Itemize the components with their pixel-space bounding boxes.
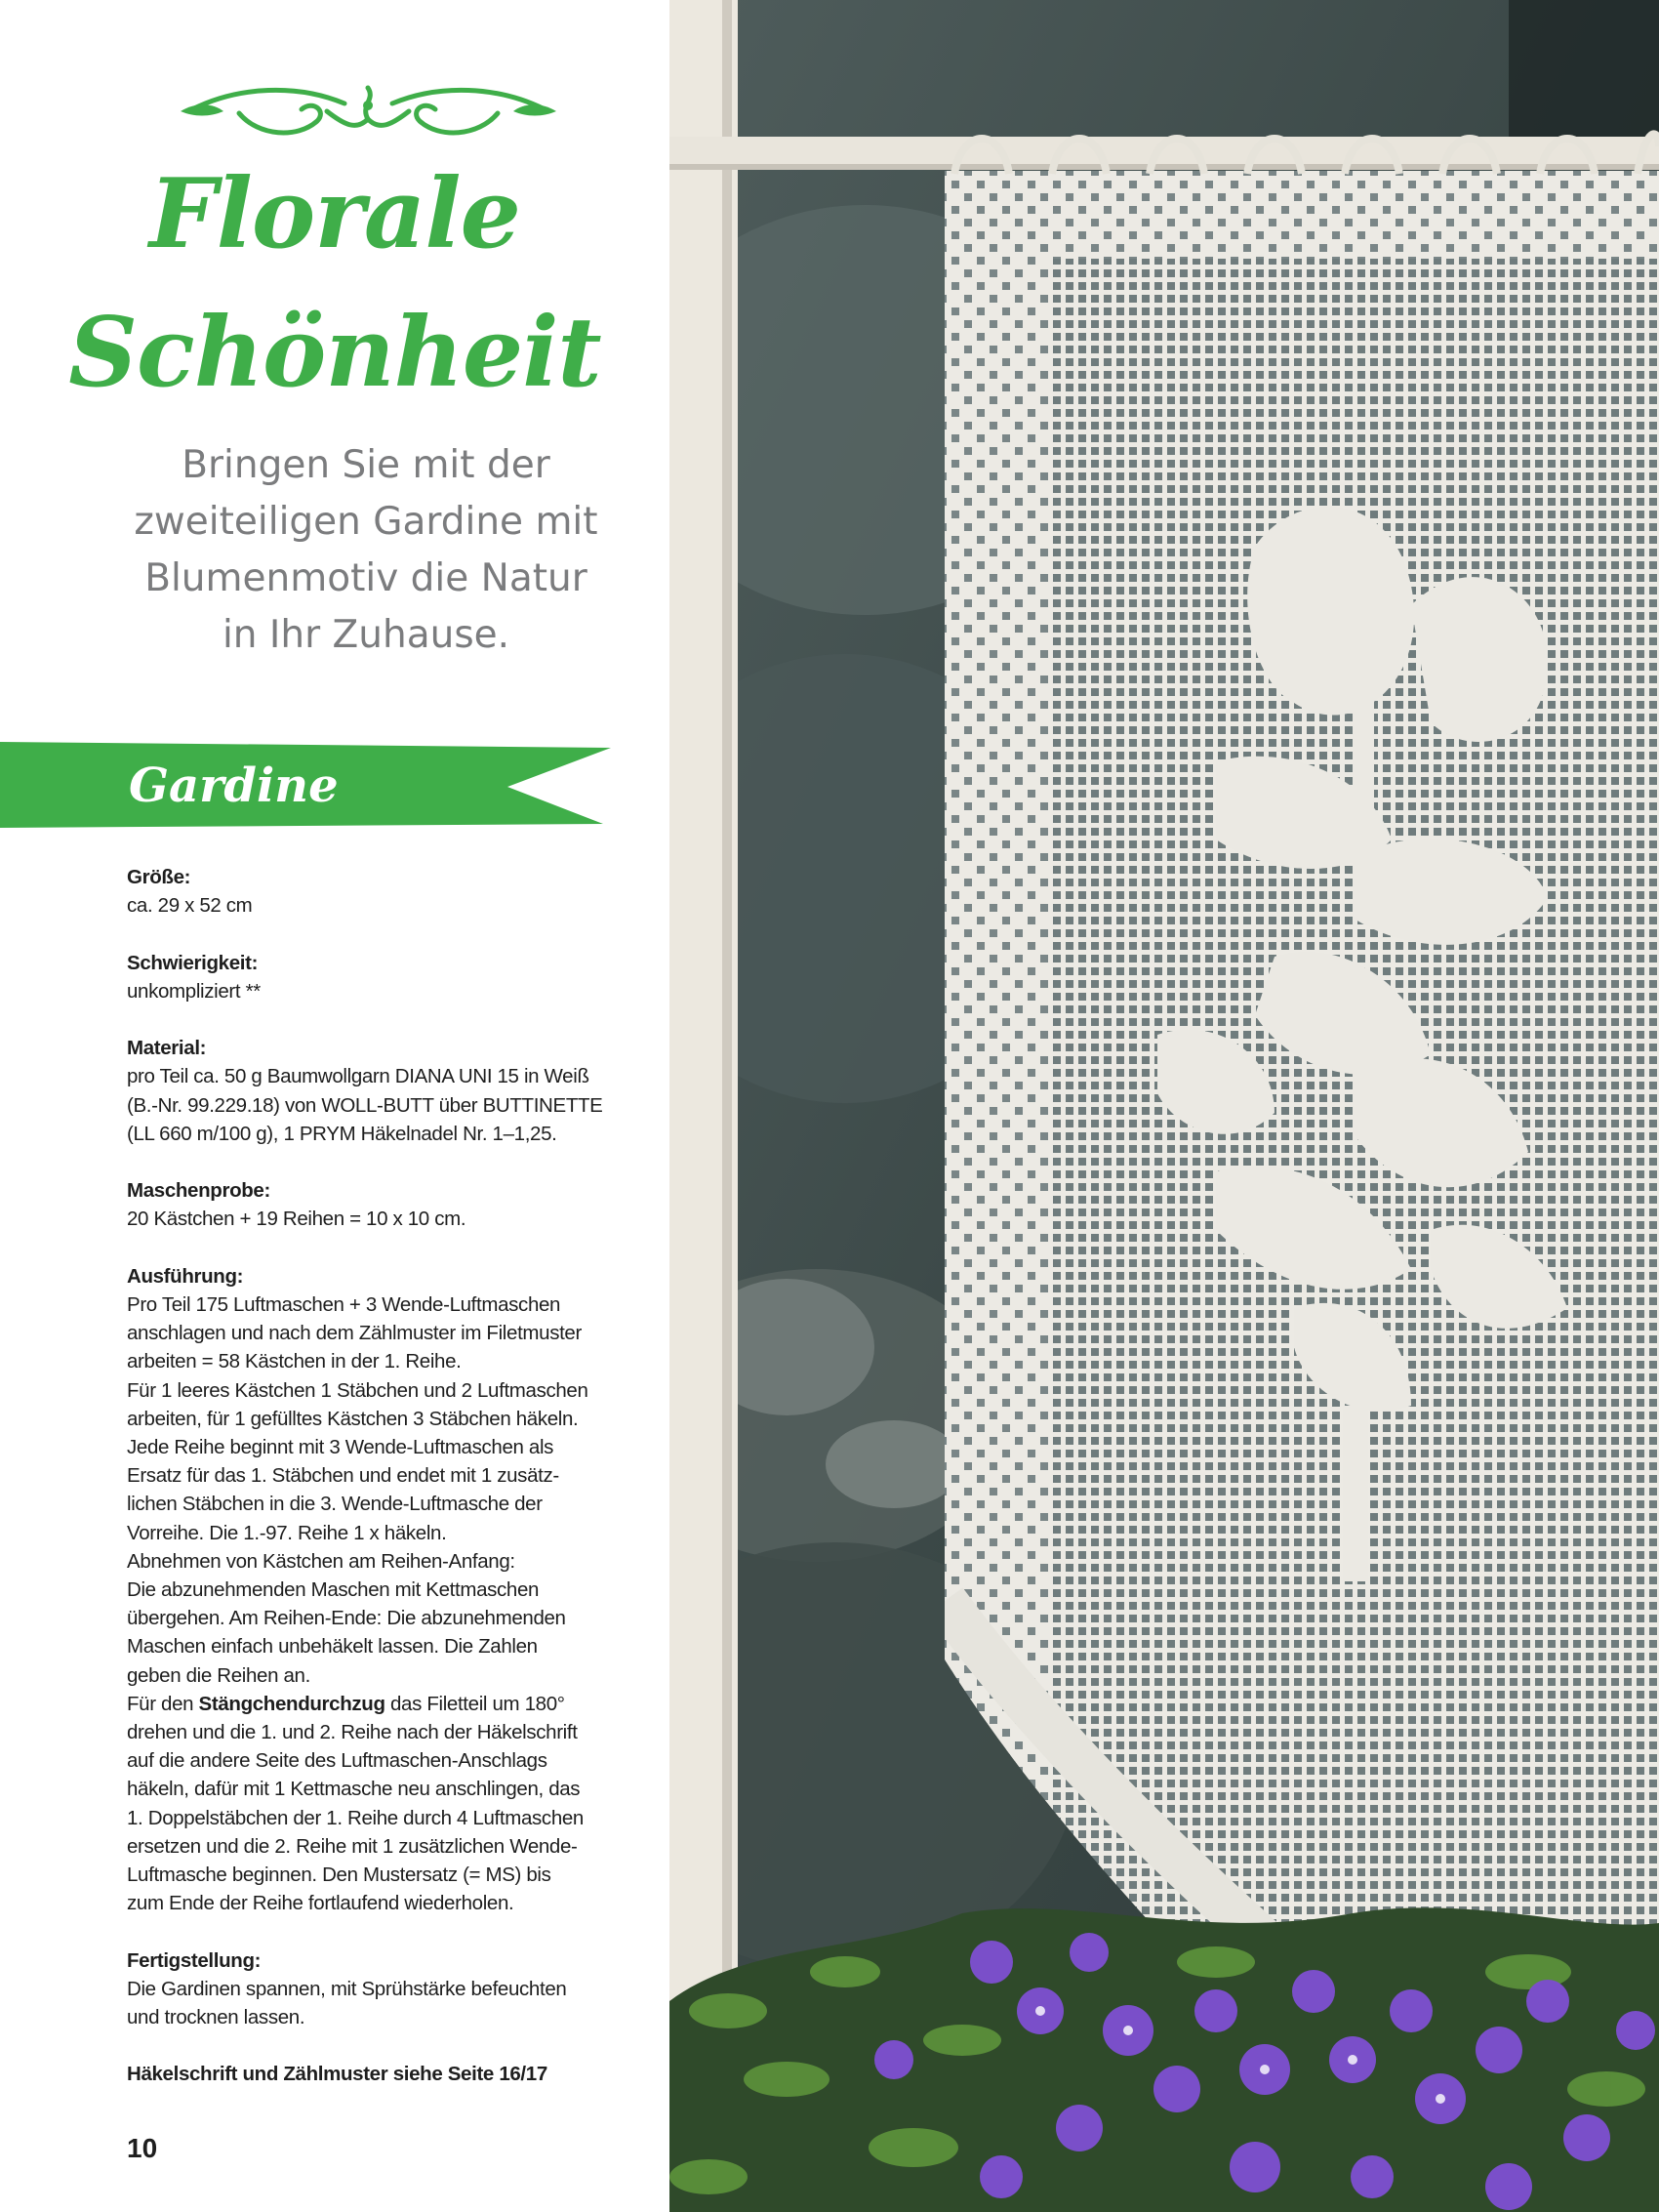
size-section [127,863,625,920]
execution-line-bold-term [127,1690,625,1718]
execution-line: übergehen. Am Reihen-Ende: Die abzunehmenden [127,1607,566,1630]
curtain-photo-illustration [669,0,1659,2212]
text-column [0,0,669,2212]
execution-line: Jede Reihe beginnt mit 3 Wende-Luftmaschen als [127,1436,554,1458]
intro-text [59,437,673,664]
execution-line: arbeiten = 58 Kästchen in der 1. Reihe. [127,1350,462,1373]
gauge-section [127,1176,625,1233]
material-line: (B.-Nr. 99.229.18) von WOLL-BUTT über BUTTINETTE [127,1093,603,1117]
execution-line: Maschen einfach unbehäkelt lassen. Die Zahlen [127,1635,538,1659]
bold-term: Stängchendurchzug [198,1692,385,1715]
execution-line: arbeiten, für 1 gefülltes Kästchen 3 Stäbchen häkeln. [127,1407,579,1430]
page-number: 10 [127,2133,158,2163]
difficulty-section [127,949,625,1005]
curtain-photo [669,0,1659,2212]
material-heading: Material: [127,1037,207,1060]
execution-line: Pro Teil 175 Luftmaschen + 3 Wende-Luftmaschen [127,1292,561,1316]
material-section [127,1034,625,1148]
difficulty-heading: Schwierigkeit: [127,951,259,974]
ribbon-label: Gardine [129,758,339,813]
execution-suffix: das Filetteil um 180° [384,1692,565,1715]
intro-line: in Ihr Zuhause. [222,613,510,657]
execution-line: lichen Stäbchen in die 3. Wende-Luftmasche der [127,1493,543,1516]
execution-line: Die abzunehmenden Maschen mit Kettmaschen [127,1578,540,1602]
execution-line: zum Ende der Reihe fortlaufend wiederholen. [127,1892,514,1915]
finishing-heading: Fertigstellung: [127,1948,262,1972]
finishing-line: Die Gardinen spannen, mit Sprühstärke befeuchten [127,1977,567,2000]
execution-section [127,1262,625,1918]
execution-line: Vorreihe. Die 1.-97. Reihe 1 x häkeln. [127,1521,447,1544]
size-heading: Größe: [127,866,191,888]
instructions-body [127,863,625,2089]
execution-prefix: Für den [127,1692,199,1715]
execution-line: ersetzen und die 2. Reihe mit 1 zusätzlichen Wende- [127,1834,578,1858]
intro-line: Blumenmotiv die Natur [144,556,587,600]
execution-line: häkeln, dafür mit 1 Kettmasche neu anschlingen, das [127,1778,581,1801]
size-value: ca. 29 x 52 cm [127,894,253,918]
intro-line: Bringen Sie mit der [182,443,550,487]
finishing-line: und trocknen lassen. [127,2006,305,2029]
title-line-1: Florale [149,158,520,270]
chart-reference: Häkelschrift und Zählmuster siehe Seite 16/17 [127,2063,547,2086]
title-line-2: Schönheit [68,297,601,409]
execution-line: geben die Reihen an. [127,1663,310,1687]
execution-line: drehen und die 1. und 2. Reihe nach der Häkelschrift [127,1721,578,1744]
gauge-heading: Maschenprobe: [127,1179,270,1203]
execution-line: Abnehmen von Kästchen am Reihen-Anfang: [127,1549,515,1573]
flourish-ornament-icon [181,76,556,143]
difficulty-value: unkompliziert ** [127,979,261,1003]
execution-line: 1. Doppelstäbchen der 1. Reihe durch 4 Luftmaschen [127,1806,584,1829]
execution-line: auf die andere Seite des Luftmaschen-Anschlags [127,1749,547,1773]
execution-line: Luftmasche beginnen. Den Mustersatz (= MS) bis [127,1864,551,1887]
material-line: (LL 660 m/100 g), 1 PRYM Häkelnadel Nr. 1–1,25. [127,1122,557,1145]
execution-line: Ersatz für das 1. Stäbchen und endet mit 1 zusätz- [127,1464,559,1488]
execution-line: anschlagen und nach dem Zählmuster im Filetmuster [127,1322,582,1345]
intro-line: zweiteiligen Gardine mit [134,500,598,544]
finishing-section [127,1946,625,2032]
execution-line: Für 1 leeres Kästchen 1 Stäbchen und 2 Luftmaschen [127,1378,588,1402]
gauge-value: 20 Kästchen + 19 Reihen = 10 x 10 cm. [127,1208,466,1231]
execution-heading: Ausführung: [127,1264,244,1288]
material-line: pro Teil ca. 50 g Baumwollgarn DIANA UNI 15 in Weiß [127,1065,589,1088]
